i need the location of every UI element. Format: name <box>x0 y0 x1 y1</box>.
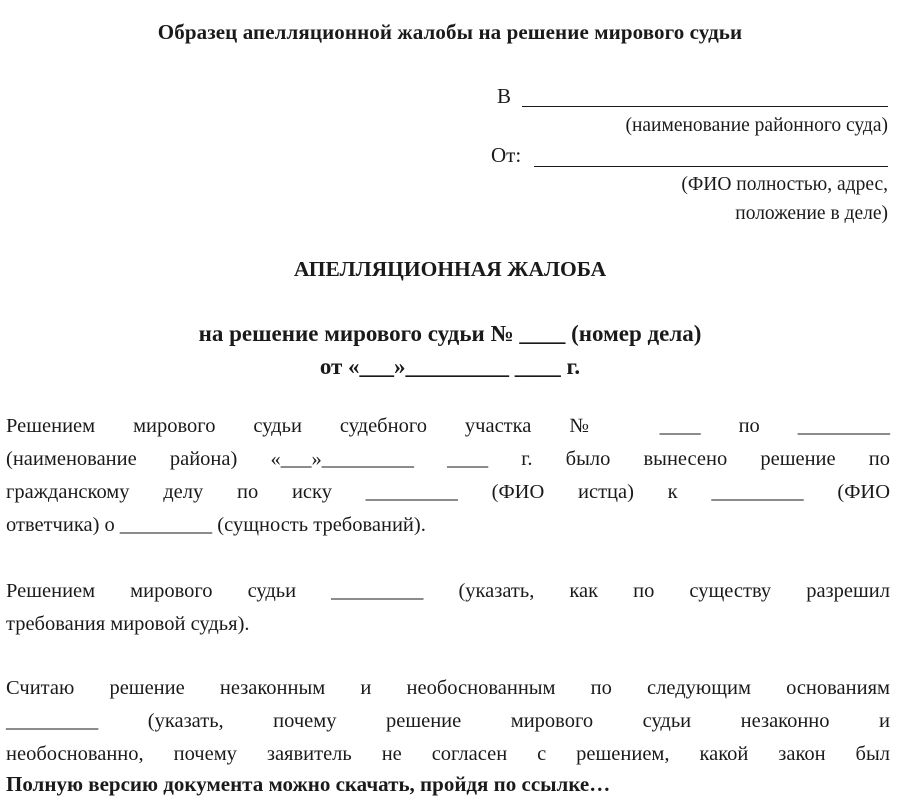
addressee-from-hint-1: (ФИО полностью, адрес, <box>681 174 888 195</box>
document-heading: АПЕЛЛЯЦИОННАЯ ЖАЛОБА <box>293 257 607 281</box>
paragraph-decision-details <box>6 410 890 542</box>
addressee-from-blank <box>534 166 888 167</box>
full-version-link-note[interactable]: Полную версию документа можно скачать, пройдя по ссылке… <box>6 772 611 796</box>
paragraph-line: Решением мирового судьи _________ (указать, как по существу разрешил <box>6 580 890 602</box>
subheading-case-number: на решение мирового судьи № ____ (номер дела) <box>198 321 702 346</box>
paragraph-line: _________ (указать, почему решение мирового судьи незаконно и <box>6 710 890 732</box>
paragraph-line: (наименование района) «___»_________ ____ г. было вынесено решение по <box>6 448 890 470</box>
paragraph-line: гражданскому делу по иску _________ (ФИО истца) к _________ (ФИО <box>6 481 890 503</box>
addressee-from-label: От: <box>491 143 522 167</box>
paragraph-line: Считаю решение незаконным и необоснованным по следующим основаниям <box>6 677 890 699</box>
document-title: Образец апелляционной жалобы на решение мирового судьи <box>157 20 743 44</box>
paragraph-line: Решением мирового судьи судебного участка № ____ по _________ <box>6 415 890 437</box>
paragraph-line: необоснованно, почему заявитель не согласен с решением, какой закон был <box>6 743 890 765</box>
addressee-from-hint-2: положение в деле) <box>735 203 888 224</box>
subheading-case-date: от «___»_________ ____ г. <box>319 354 581 379</box>
paragraph-line: ответчика) о _________ (сущность требований). <box>6 514 426 536</box>
addressee-to-blank <box>522 106 888 107</box>
addressee-to-hint: (наименование районного суда) <box>625 115 888 136</box>
addressee-to-label: В <box>497 84 512 108</box>
paragraph-decision-outcome <box>6 575 890 641</box>
paragraph-grounds <box>6 672 890 771</box>
paragraph-line: требования мировой судья). <box>6 613 250 635</box>
